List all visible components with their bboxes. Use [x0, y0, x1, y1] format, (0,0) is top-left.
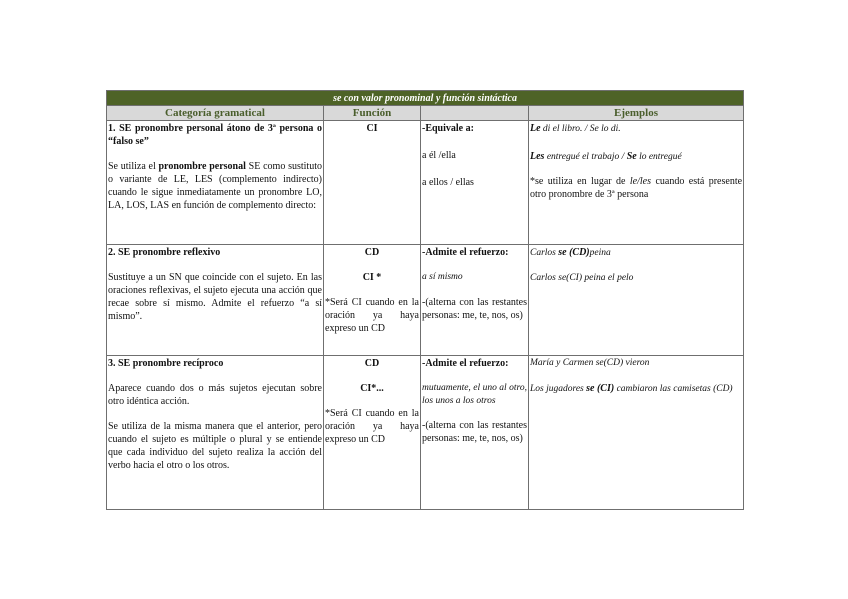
equiv-cell-2: -Admite el refuerzo: a sí mismo -(alterna con las restantes personas: me, te, nos, os) — [421, 245, 529, 356]
table-title-row — [107, 91, 744, 106]
table-title: se con valor pronominal y función sintáctica — [107, 91, 744, 106]
grammar-table — [106, 90, 744, 510]
equiv-cell-3: -Admite el refuerzo: mutuamente, el uno al otro, los unos a los otros -(alterna con las restantes personas: me, te, nos, os) — [421, 356, 529, 510]
cat-cell-2: 2. SE pronombre reflexivo Sustituye a un SN que coincide con el sujeto. En las oraciones reflexivas, el sujeto ejecuta una acción que recae sobre sí mismo. Admite el refuerzo “a sí mismo”. — [107, 245, 324, 356]
table-header-row — [107, 106, 744, 121]
header-ejemplos: Ejemplos — [529, 106, 744, 121]
equiv-cell-1: -Equivale a: a él /ella a ellos / ellas — [421, 121, 529, 245]
ex-cell-1: Le di el libro. / Se lo di. Les entregué el trabajo / Se lo entregué *se utiliza en lugar de le/les cuando está presente otro pronombre de 3ª persona — [529, 121, 744, 245]
table-row — [107, 245, 744, 356]
ex-cell-3: María y Carmen se(CD) vieron Los jugadores se (CI) cambiaron las camisetas (CD) — [529, 356, 744, 510]
header-funcion: Función — [324, 106, 421, 121]
cat-cell-1: 1. SE pronombre personal átono de 3ª persona o “falso se” Se utiliza el pronombre personal SE como sustituto o variante de LE, LES (complemento indirecto) cuando le sigue inmediatamente un pronombre LO, LA, LOS, LAS en función de complemento directo: — [107, 121, 324, 245]
header-categoria: Categoría gramatical — [107, 106, 324, 121]
func-cell-2: CD CI * *Será CI cuando en la oración ya haya expreso un CD — [324, 245, 421, 356]
ex-cell-2: Carlos se (CD)peina Carlos se(CI) peina el pelo — [529, 245, 744, 356]
table-row — [107, 356, 744, 510]
func-cell-1: CI — [324, 121, 421, 245]
header-empty — [421, 106, 529, 121]
table-row — [107, 121, 744, 245]
func-cell-3: CD CI*... *Será CI cuando en la oración ya haya expreso un CD — [324, 356, 421, 510]
cat-cell-3: 3. SE pronombre recíproco Aparece cuando dos o más sujetos ejecutan sobre otro idéntica acción. Se utiliza de la misma manera que el anterior, pero cuando el sujeto es múltiple o plural y se entiende que cada individuo del sujeto realiza la acción del verbo hacia el otro o los otros. — [107, 356, 324, 510]
